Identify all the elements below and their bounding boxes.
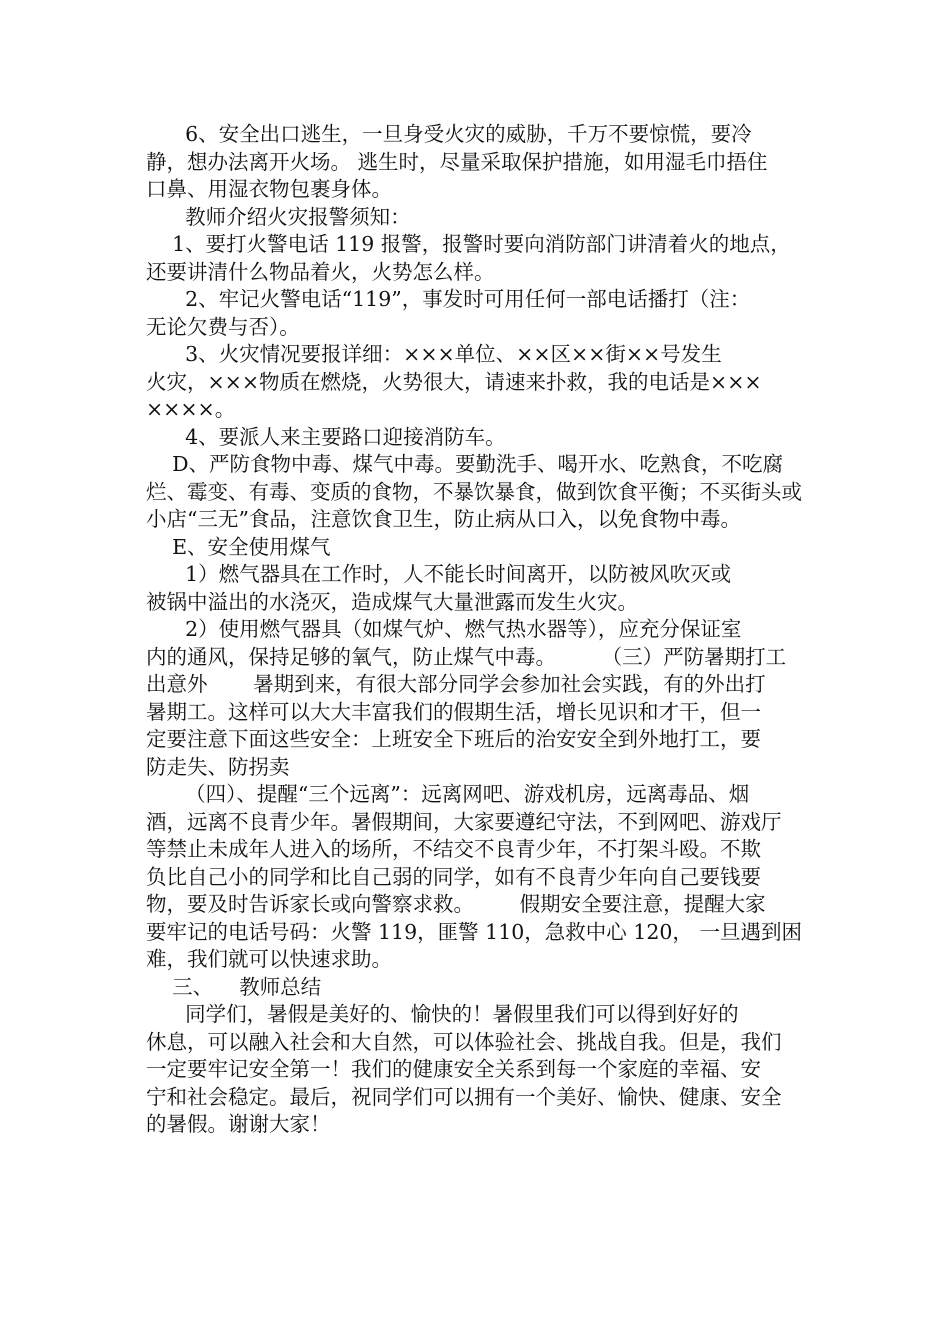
text-line: 烂、霉变、有毒、变质的食物，不暴饮暴食，做到饮食平衡；不买街头或 <box>146 479 802 504</box>
document-body <box>146 121 808 1139</box>
text-line: 被锅中溢出的水浇灭，造成煤气大量泄露而发生火灾。 <box>146 589 638 614</box>
text-line: 无论欠费与否）。 <box>146 314 300 339</box>
text-line: 火灾，×××物质在燃烧，火势很大，请速来扑救，我的电话是××× <box>146 369 762 394</box>
text-line: 1）燃气器具在工作时，人不能长时间离开，以防被风吹灭或 <box>146 562 732 586</box>
text-line: 的暑假。谢谢大家！ <box>146 1112 331 1136</box>
text-line: 内的通风，保持足够的氧气，防止煤气中毒。 （三）严防暑期打工 <box>146 644 787 669</box>
text-line: 6、安全出口逃生，一旦身受火灾的威胁，千万不要惊慌，要冷 <box>146 122 752 146</box>
text-line: 出意外 暑期到来，有很大部分同学会参加社会实践，有的外出打 <box>146 672 766 696</box>
text-line: 一定要牢记安全第一！我们的健康安全关系到每一个家庭的幸福、安 <box>146 1057 761 1081</box>
text-line: ××××。 <box>146 397 236 421</box>
text-line: 三、 教师总结 <box>146 974 322 999</box>
text-line: 1、要打火警电话 119 报警，报警时要向消防部门讲清着火的地点， <box>146 232 791 256</box>
text-line: 4、要派人来主要路口迎接消防车。 <box>146 424 506 449</box>
text-line: E、安全使用煤气 <box>146 534 331 559</box>
text-line: 3、火灾情况要报详细：×××单位、××区××街××号发生 <box>146 342 722 366</box>
text-line: 2）使用燃气器具（如煤气炉、燃气热水器等），应充分保证室 <box>146 617 742 641</box>
text-line: 口鼻、用湿衣物包裹身体。 <box>146 177 392 201</box>
text-line: 定要注意下面这些安全：上班安全下班后的治安安全到外地打工，要 <box>146 727 761 751</box>
text-line: 防走失、防拐卖 <box>146 754 290 779</box>
text-line: 还要讲清什么物品着火，火势怎么样。 <box>146 259 495 284</box>
text-line: 同学们，暑假是美好的、愉快的！暑假里我们可以得到好好的 <box>146 1002 739 1026</box>
text-line: D、严防食物中毒、煤气中毒。要勤洗手、喝开水、吃熟食，不吃腐 <box>146 452 783 476</box>
text-line: 静，想办法离开火场。 逃生时，尽量采取保护措施，如用湿毛巾捂住 <box>146 149 768 174</box>
text-line: 难，我们就可以快速求助。 <box>146 947 392 971</box>
text-line: 教师介绍火灾报警须知： <box>146 204 411 229</box>
text-line: 暑期工。这样可以大大丰富我们的假期生活，增长见识和才干，但一 <box>146 699 761 724</box>
text-line: 酒，远离不良青少年。暑假期间，大家要遵纪守法，不到网吧、游戏厅 <box>146 809 782 834</box>
text-line: 物，要及时告诉家长或向警察求救。 假期安全要注意，提醒大家 <box>146 892 766 916</box>
text-line: 2、牢记火警电话“119”，事发时可用任何一部电话播打（注： <box>146 287 751 311</box>
text-line: 等禁止未成年人进入的场所，不结交不良青少年，不打架斗殴。不欺 <box>146 837 761 861</box>
text-line: 负比自己小的同学和比自己弱的同学，如有不良青少年向自己要钱要 <box>146 864 761 889</box>
text-line: 休息，可以融入社会和大自然，可以体验社会、挑战自我。但是，我们 <box>146 1029 782 1054</box>
text-line: （四）、提醒“三个远离”：远离网吧、游戏机房，远离毒品、烟 <box>146 782 750 806</box>
text-line: 要牢记的电话号码：火警 119，匪警 110，急救中心 120， 一旦遇到困 <box>146 919 802 944</box>
text-line: 小店“三无”食品，注意饮食卫生，防止病从口入，以免食物中毒。 <box>146 507 741 531</box>
text-line: 宁和社会稳定。最后，祝同学们可以拥有一个美好、愉快、健康、安全 <box>146 1084 782 1109</box>
